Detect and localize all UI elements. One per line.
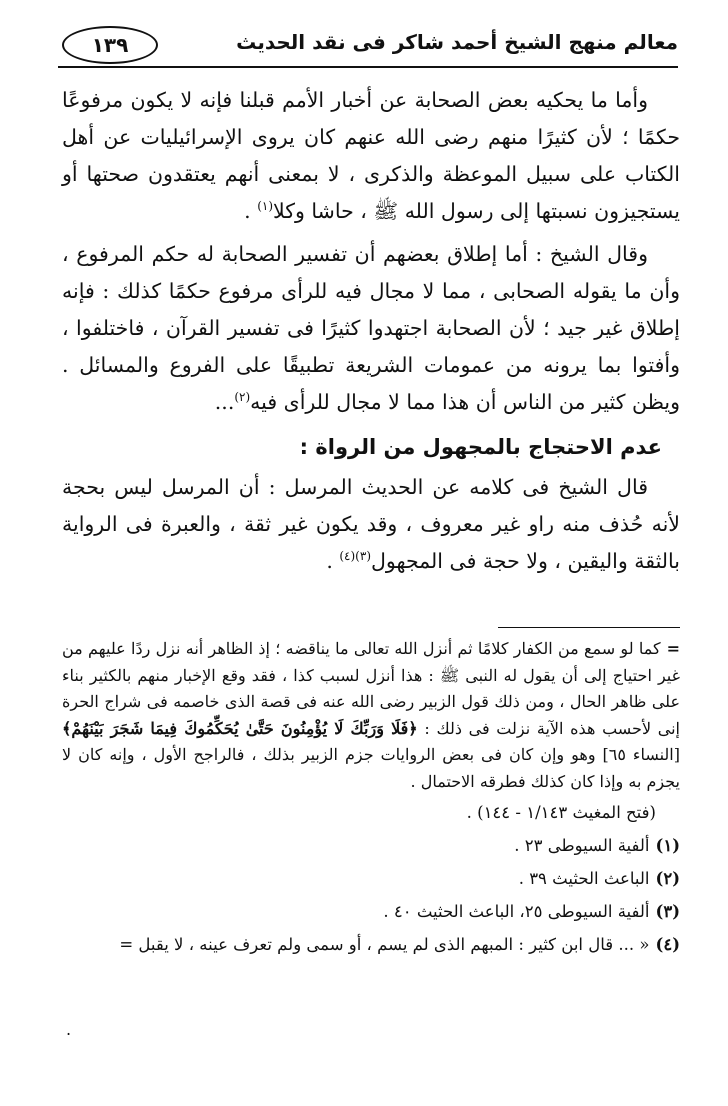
paragraph-tafsir (62, 236, 680, 421)
page-header (58, 22, 678, 68)
section-heading: عدم الاحتجاج بالمجهول من الرواة : (299, 435, 662, 459)
paragraph-text: وأما ما يحكيه بعض الصحابة عن أخبار الأمم قبلنا فإنه لا يكون مرفوعًا حكمًا ؛ لأن كثيرًا منهم رضى الله عنهم كان يروى الإسرائيليات عن أهل الكتاب على سبيل الموعظة والذكرى ، لا بمعنى أنهم يعتقدون صحتها أو يستجيزون نسبتها إلى رسول الله ﷺ ، حاشا وكلا (62, 88, 680, 223)
footnote-text: « ... قال ابن كثير : المبهم الذى لم يسم ، أو سمى ولم تعرف عينه ، لا يقبل = (119, 935, 650, 954)
paragraph-end: . (244, 199, 258, 223)
footnotes (62, 636, 680, 960)
footnote-number: (٣) (655, 902, 680, 921)
continuation-marker: = (666, 639, 680, 658)
paragraph-mursal (62, 469, 680, 580)
page-number: ١٣٩ (62, 26, 158, 64)
footnote-number: (٢) (655, 869, 680, 888)
footnote-1 (62, 831, 680, 861)
quran-verse: ﴿فَلَا وَرَبِّكَ لَا يُؤْمِنُونَ حَتَّىٰ يُحَكِّمُوكَ فِيمَا شَجَرَ بَيْنَهُمْ﴾ (62, 718, 418, 738)
footnote-text: ألفية السيوطى ٢٣ . (514, 836, 650, 855)
footnote-source: (فتح المغيث ١/١٤٣ - ١٤٤) . (466, 803, 656, 822)
footnote-ref-3-4: (٣)(٤) (339, 549, 372, 564)
paragraph-end: ... (214, 390, 235, 414)
footnote-number: (١) (655, 836, 680, 855)
paragraph-israiliyyat (62, 82, 680, 230)
footnote-4 (62, 930, 680, 960)
running-title: معالم منهج الشيخ أحمد شاكر فى نقد الحديث (236, 30, 678, 54)
footnote-text: كما لو سمع من الكفار كلامًا ثم أنزل الله تعالى ما يناقضه ؛ إذ الظاهر أنه نزل ردًا عليهم من غير احتياج إلى أن يقول له النبى ﷺ : هذا أنزل لسبب كذا ، فقد وقع الإخبار منهم بالكثير بناء على ظاهر الحال ، ومن ذلك قول الزبير رضى الله عنه فى قصة الذى خاصمه فى شراج الحرة إنى لأحسب هذه الآية نزلت فى ذلك : (62, 639, 680, 738)
footnote-3 (62, 897, 680, 927)
paragraph-end: . (326, 549, 340, 573)
footnote-separator (498, 627, 680, 628)
stray-mark: . (66, 1020, 72, 1039)
footnote-2 (62, 864, 680, 894)
footnote-continuation (62, 636, 680, 795)
footnote-ref-1: (١) (257, 199, 274, 214)
footnote-number: (٤) (655, 935, 680, 954)
header-rule (58, 66, 678, 68)
paragraph-text: وقال الشيخ : أما إطلاق بعضهم أن تفسير الصحابة له حكم المرفوع ، وأن ما يقوله الصحابى ، مما لا مجال فيه للرأى مرفوع حكمًا كذلك : فإنه إطلاق غير جيد ؛ لأن الصحابة اجتهدوا كثيرًا فى تفسير القرآن ، فاختلفوا ، وأفتوا بما يرونه من عمومات الشريعة تطبيقًا على الفروع والمسائل . ويظن كثير من الناس أن هذا مما لا مجال للرأى فيه (62, 242, 680, 414)
footnote-ref-2: (٢) (234, 390, 251, 405)
footnote-text: ألفية السيوطى ٢٥، الباعث الحثيث ٤٠ . (383, 902, 650, 921)
paragraph-text: قال الشيخ فى كلامه عن الحديث المرسل : أن المرسل ليس بحجة لأنه حُذف منه راو غير معروف ، وقد يكون غير ثقة ، والعبرة فى الرواية بالثقة واليقين ، ولا حجة فى المجهول (62, 475, 680, 573)
footnote-text: [النساء ٦٥] وهو وإن كان فى بعض الروايات جزم الزبير بذلك ، فالراجح الأول ، وإنه كان لا يجزم به وإذا كان كذلك فطرقه الاحتمال . (62, 745, 680, 791)
footnote-text: الباعث الحثيث ٣٩ . (518, 869, 650, 888)
main-text (62, 82, 680, 586)
